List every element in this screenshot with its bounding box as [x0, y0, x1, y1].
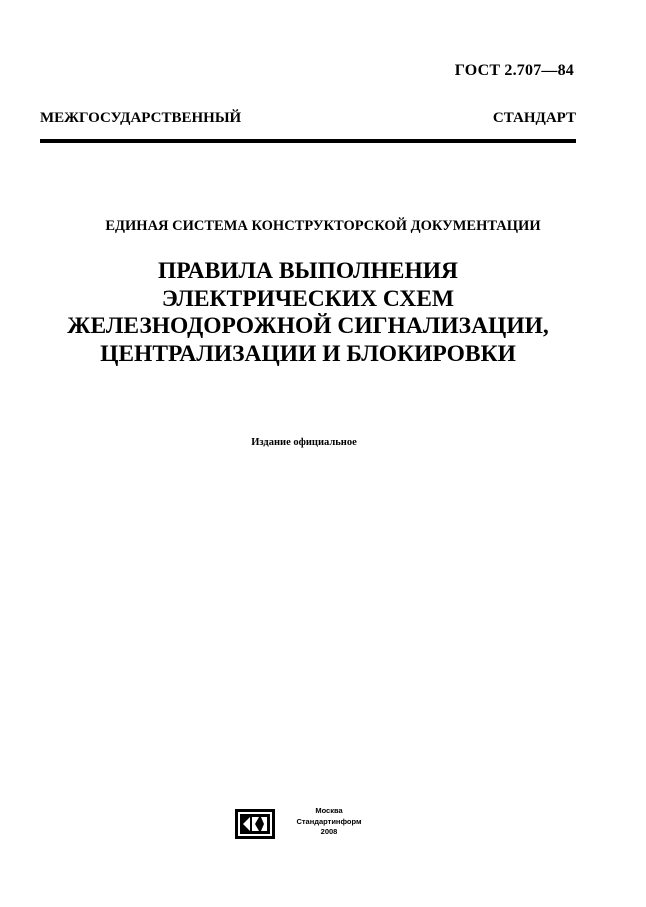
title-line: ЦЕНТРАЛИЗАЦИИ И БЛОКИРОВКИ [100, 340, 516, 367]
title-line: ЖЕЛЕЗНОДОРОЖНОЙ СИГНАЛИЗАЦИИ, [67, 313, 549, 339]
title-line: ПРАВИЛА ВЫПОЛНЕНИЯ [157, 258, 459, 284]
imprint-text [279, 806, 379, 838]
header-divider [40, 139, 576, 143]
publisher-city: Москва [315, 806, 343, 815]
publisher-name: Стандартинформ [296, 816, 362, 826]
title-line: ЭЛЕКТРИЧЕСКИХ СХЕМ [161, 285, 455, 312]
standard-code: ГОСТ 2.707—84 [454, 62, 574, 79]
document-system: ЕДИНАЯ СИСТЕМА КОНСТРУКТОРСКОЙ ДОКУМЕНТАЦИИ [105, 218, 541, 234]
publisher-imprint [235, 806, 395, 842]
document-title [0, 258, 616, 368]
standartinform-logo-icon [235, 809, 275, 839]
edition-label: Издание официальное [251, 437, 357, 448]
standard-category: МЕЖГОСУДАРСТВЕННЫЙ СТАНДАРТ [40, 110, 576, 126]
publication-year: 2008 [320, 827, 338, 836]
